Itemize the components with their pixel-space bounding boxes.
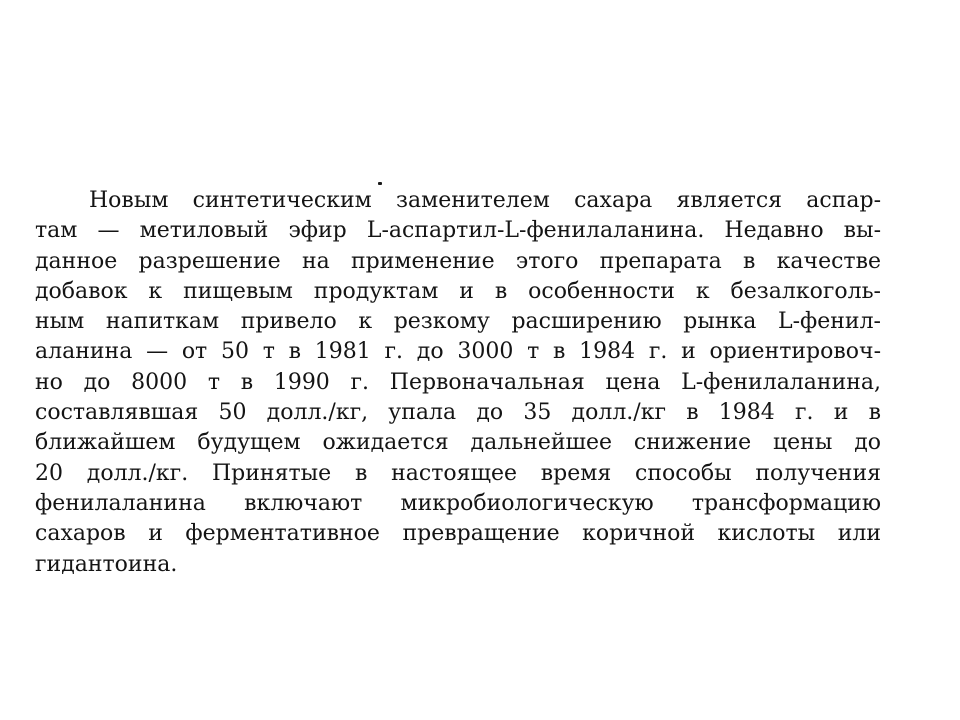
paragraph-line-7: но до 8000 т в 1990 г. Первоначальная цена L-фенилаланина, xyxy=(35,369,881,395)
paragraph-line-4: добавок к пищевым продуктам и в особенности к безалкоголь- xyxy=(35,278,881,304)
paragraph-line-6: аланина — от 50 т в 1981 г. до 3000 т в 1984 г. и ориентировоч- xyxy=(35,339,881,365)
paragraph-line-11: фенилаланина включают микробиологическую трансформацию xyxy=(35,490,881,516)
paragraph-line-9: ближайшем будущем ожидается дальнейшее снижение цены до xyxy=(35,430,881,456)
paragraph-line-12: сахаров и ферментативное превращение коричной кислоты или xyxy=(35,521,881,547)
paragraph-line-1: Новым синтетическим заменителем сахара является аспар- xyxy=(89,188,881,213)
paragraph-line-5: ным напиткам привело к резкому расширению рынка L-фенил- xyxy=(35,309,881,335)
body-paragraph xyxy=(35,186,881,580)
scan-speck xyxy=(378,182,382,185)
paragraph-line-2: там — метиловый эфир L-аспартил-L-фенилаланина. Недавно вы- xyxy=(35,218,881,244)
paragraph-line-3: данное разрешение на применение этого препарата в качестве xyxy=(35,248,881,274)
paragraph-line-13: гидантоина. xyxy=(35,551,178,577)
paragraph-line-8: составлявшая 50 долл./кг, упала до 35 долл./кг в 1984 г. и в xyxy=(35,400,881,426)
paragraph-line-10: 20 долл./кг. Принятые в настоящее время способы получения xyxy=(35,460,881,486)
